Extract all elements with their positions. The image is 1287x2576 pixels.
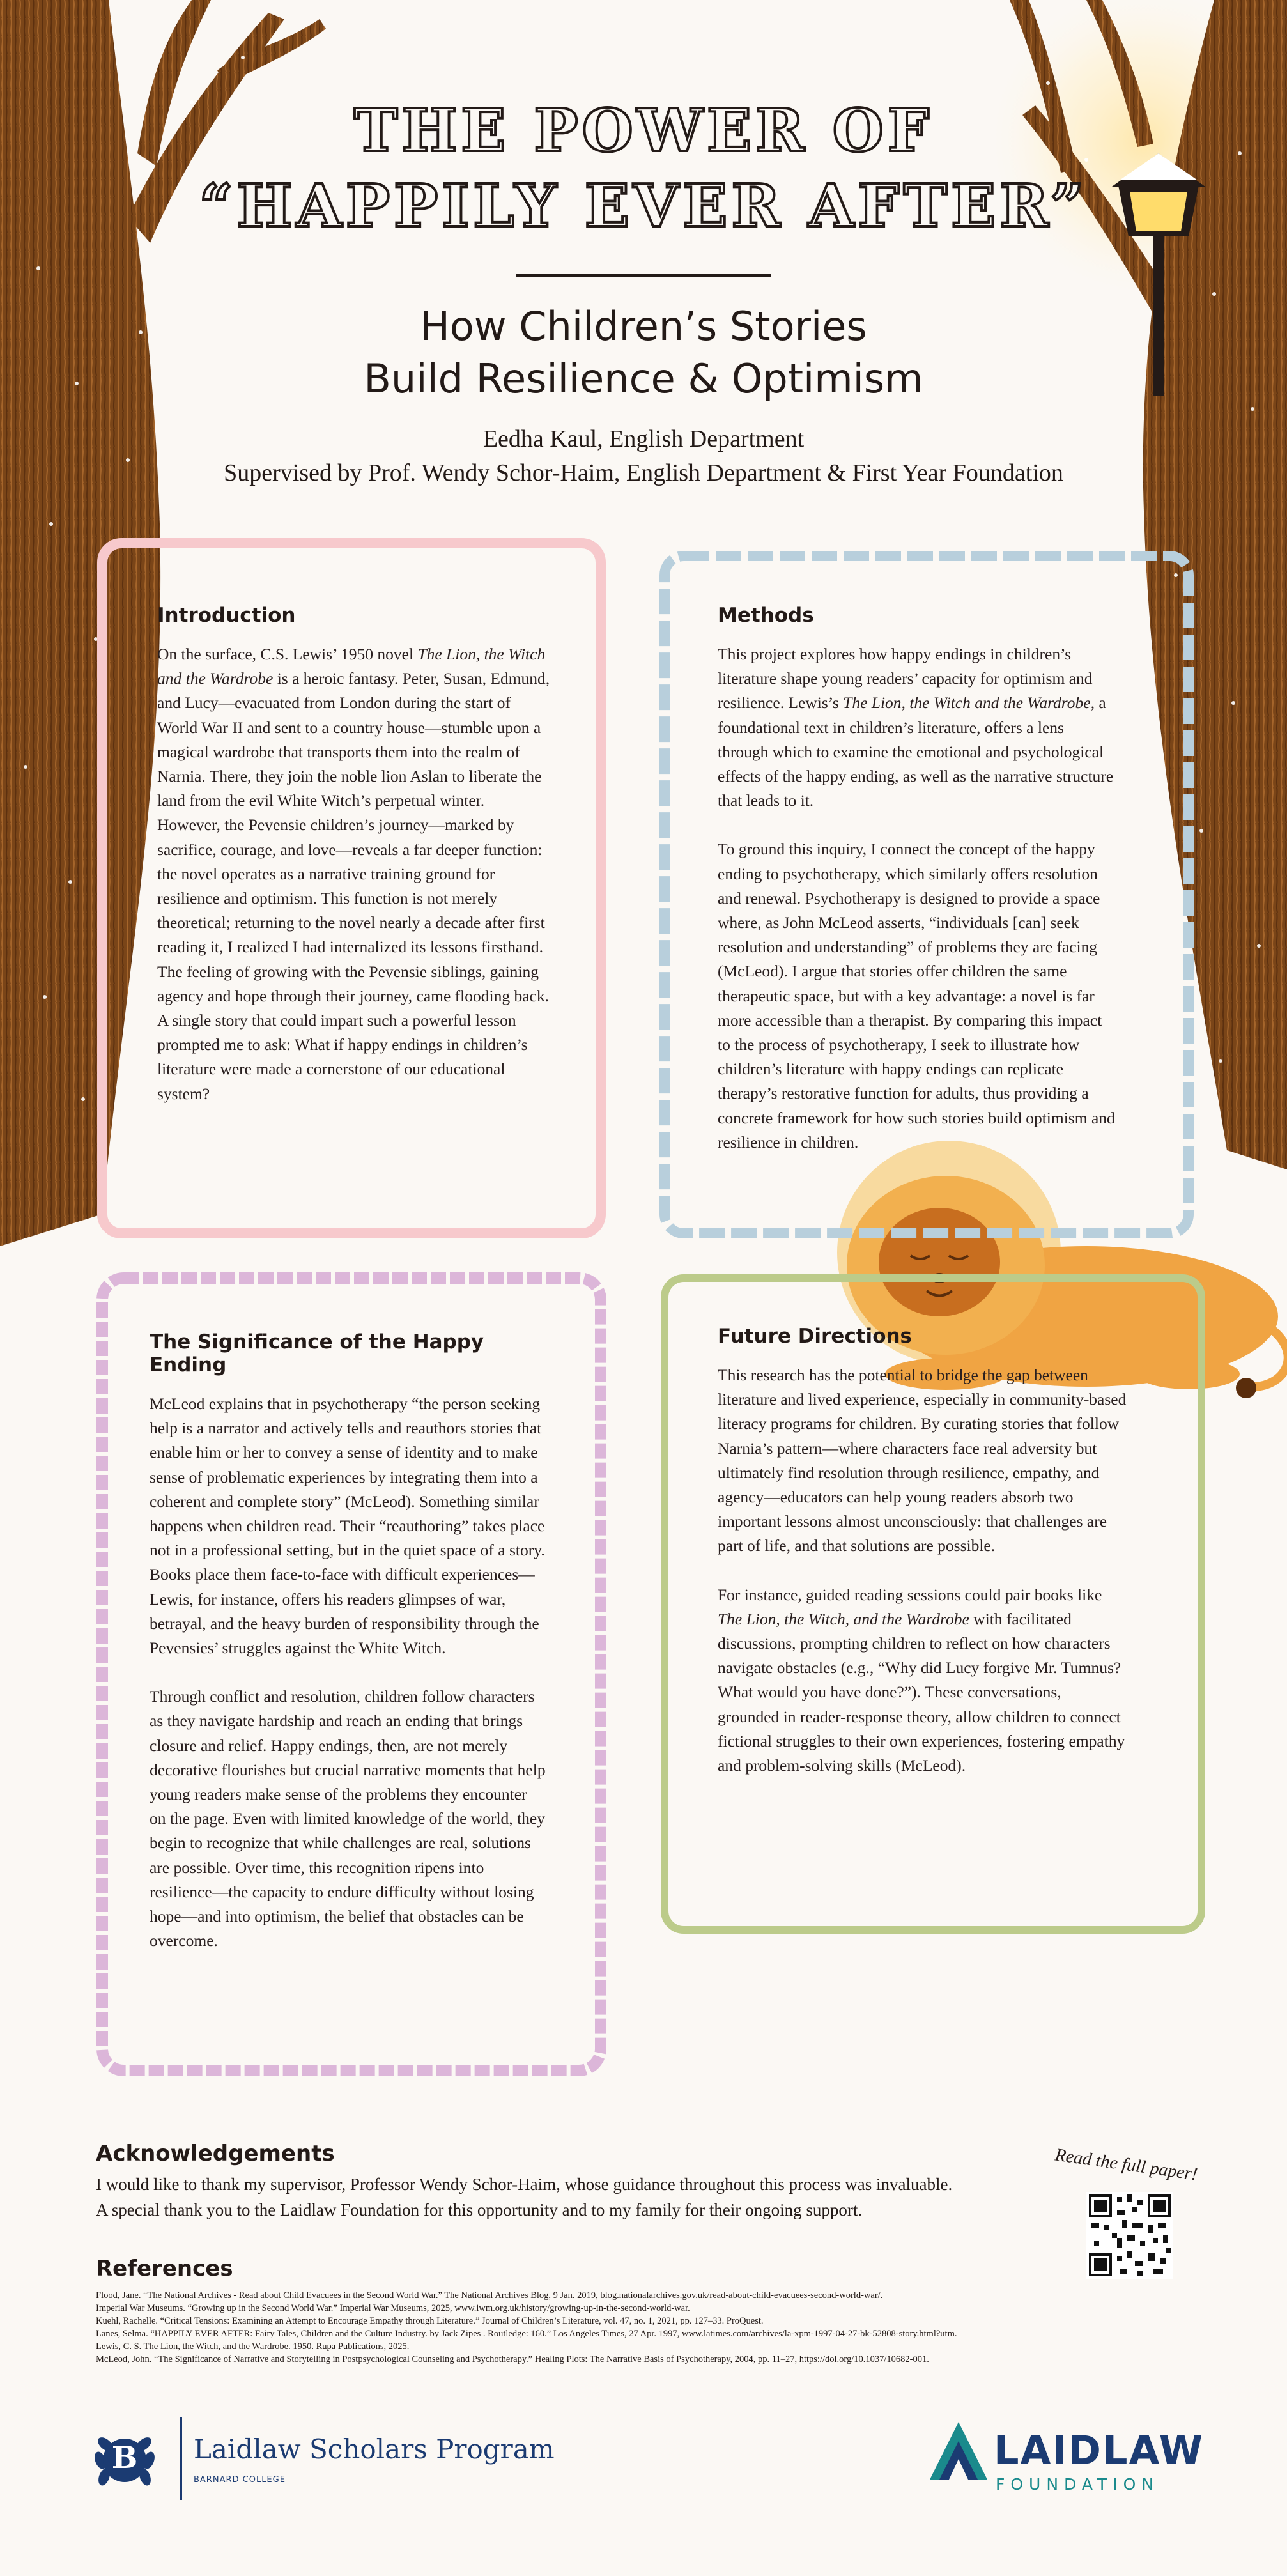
references-list [96, 2289, 1182, 2366]
title-divider [516, 274, 771, 277]
significance-section [150, 1330, 546, 1977]
poster-title-line2: “HAPPILY EVER AFTER” [199, 171, 1088, 240]
future-paragraph-1: This research has the potential to bridge the gap between literature and lived experience, especially in community-based literacy programs for children. By curating stories that follow Narnia’s pattern—where characters face real adversity but ultimately find resolution through resilience, empathy, and agency—educators can help young readers absorb two important lessons almost unconsciously: that challenges are part of life, and that solutions are possible. [718, 1366, 1127, 1555]
reference-item: McLeod, John. “The Significance of Narrative and Storytelling in Postpsychological Counseling and Psychotherapy.” Healing Plots: The Narrative Basis of Psychotherapy, 2004, pp. 11–27, https://doi.org/10.1037/10682-001. [96, 2354, 929, 2364]
reference-item: Kuehl, Rachelle. “Critical Tensions: Examining an Attempt to Encourage Empathy through Literature.” Journal of Children’s Literature, vol. 47, no. 1, 2021, pp. 127–33. ProQuest. [96, 2316, 764, 2326]
significance-paragraph-1: McLeod explains that in psychotherapy “the person seeking help is a narrator and actively tells and reauthors stories that enable him or her to convey a sense of identity and to make sense of problematic experiences by integrating them into a coherent and complete story” (McLeod). Something similar happens when children read. Their “reauthoring” takes place not in a professional setting, but in the quiet space of a story. Books place them face-to-face with difficult experiences—Lewis, for instance, offers his readers glimpses of war, betrayal, and the heavy burden of responsibility through the Pevensies’ struggles against the White Witch. [150, 1394, 545, 1658]
laidlaw-foundation-logo-icon [930, 2422, 987, 2483]
methods-heading: Methods [718, 604, 814, 627]
subtitle-line2: Build Resilience & Optimism [364, 355, 923, 402]
future-paragraph-2: For instance, guided reading sessions could pair books like The Lion, the Witch, and the Wardrobe with facilitated discussions, prompting children to reflect on how characters navigate obstacles (e.g., “Why did Lucy forgive Mr. Tumnus? What would you have done?”). These conversations, grounded in reader-response theory, allow children to connect fictional struggles to their own experiences, fostering empathy and problem-solving skills (McLeod). [718, 1585, 1125, 1775]
methods-paragraph-1: This project explores how happy endings in children’s literature shape young readers’ capacity for optimism and resilience. Lewis’s The Lion, the Witch and the Wardrobe, a foundational text in children’s literature, offers a lens through which to examine the emotional and psychological effects of the happy ending, as well as the narrative structure that leads to it. [718, 645, 1114, 810]
laidlaw-scholars-program-label: Laidlaw Scholars Program [194, 2433, 555, 2465]
introduction-heading: Introduction [157, 604, 296, 627]
significance-heading: The Significance of the Happy Ending [150, 1330, 484, 1377]
introduction-section [157, 604, 550, 1130]
significance-paragraph-2: Through conflict and resolution, children follow characters as they navigate hardship and reach an ending that brings closure and relief. Happy endings, then, are not merely decorative flourishes but crucial narrative moments that help young readers make sense of the problems they encounter on the page. Even with limited knowledge of the world, they begin to recognize that while challenges are real, solutions are possible. Over time, this recognition ripens into resilience—the capacity to endure difficulty without losing hope—and into optimism, the belief that obstacles can be overcome. [150, 1687, 546, 1950]
supervisor-line: Supervised by Prof. Wendy Schor-Haim, English Department & First Year Foundation [224, 459, 1063, 486]
reference-item: Flood, Jane. “The National Archives - Read about Child Evacuees in the Second World War.” The National Archives Blog, 9 Jan. 2019, blog.nationalarchives.gov.uk/read-about-child-evacuees-second-world-war/. [96, 2290, 883, 2301]
future-section [718, 1325, 1127, 1802]
author-line: Eedha Kaul, English Department [482, 426, 805, 452]
qr-code-icon[interactable] [1086, 2192, 1173, 2279]
acknowledgements-line-1: I would like to thank my supervisor, Professor Wendy Schor-Haim, whose guidance throughout this process was invaluable. [96, 2175, 953, 2194]
acknowledgements-heading: Acknowledgements [96, 2141, 335, 2166]
subtitle-line1: How Children’s Stories [420, 303, 867, 350]
foundation-wordmark: FOUNDATION [996, 2475, 1160, 2494]
qr-caption: Read the full paper! [1054, 2145, 1199, 2185]
barnard-college-label: BARNARD COLLEGE [194, 2475, 286, 2485]
logo-divider [180, 2417, 182, 2500]
laidlaw-wordmark: LAIDLAW [994, 2427, 1205, 2474]
methods-section [718, 604, 1117, 1179]
acknowledgements-line-2: A special thank you to the Laidlaw Foundation for this opportunity and to my family for their ongoing support. [96, 2200, 863, 2219]
seal-letter: B [111, 2440, 138, 2476]
barnard-seal-logo [86, 2422, 163, 2499]
reference-item: Lewis, C. S. The Lion, the Witch, and the Wardrobe. 1950. Rupa Publications, 2025. [96, 2341, 410, 2352]
acknowledgements-text [96, 2171, 1054, 2223]
reference-item: Lanes, Selma. “HAPPILY EVER AFTER: Fairy Tales, Children and the Culture Industry. by Jack Zipes . Routledge: 160.” Los Angeles Times, 27 Apr. 1997, www.latimes.com/archives/la-xpm-1997-04-27-bk-52808-story.html?utm. [96, 2329, 957, 2339]
reference-item: Imperial War Museums. “Growing up in the Second World War.” Imperial War Museums, 2025, www.iwm.org.uk/history/growing-up-in-the-second-world-war. [96, 2303, 690, 2313]
methods-paragraph-2: To ground this inquiry, I connect the concept of the happy ending to psychotherapy, which similarly offers resolution and renewal. Psychotherapy is designed to provide a space where, as John McLeod asserts, “individuals [can] seek resolution and understanding” of problems they are facing (McLeod). I argue that stories offer children the same therapeutic space, but with a key advantage: a novel is far more accessible than a therapist. By comparing this impact to the process of psychotherapy, I seek to illustrate how children’s literature with happy endings can replicate therapy’s restorative function for adults, thus providing a concrete framework for how such stories build optimism and resilience in children. [718, 840, 1115, 1152]
poster-title-line1: THE POWER OF [353, 96, 934, 165]
future-heading: Future Directions [718, 1325, 913, 1348]
references-heading: References [96, 2256, 233, 2281]
introduction-paragraph: On the surface, C.S. Lewis’ 1950 novel The Lion, the Witch and the Wardrobe is a heroic fantasy. Peter, Susan, Edmund, and Lucy—evacuated from London during the start of World War II and sent to a country house—stumble upon a magical wardrobe that transports them into the realm of Narnia. There, they join the noble lion Aslan to liberate the land from the evil White Witch’s perpetual winter. However, the Pevensie children’s journey—marked by sacrifice, courage, and love—reveals a far deeper function: the novel operates as a narrative training ground for resilience and optimism. This function is not merely theoretical; returning to the novel nearly a decade after first reading it, I realized I had internalized its lessons firsthand. The feeling of growing with the Pevensie siblings, gaining agency and hope through their journey, came flooding back. A single story that could impart such a powerful lesson prompted me to ask: What if happy endings in children’s literature were made a cornerstone of our educational system? [157, 645, 550, 1103]
